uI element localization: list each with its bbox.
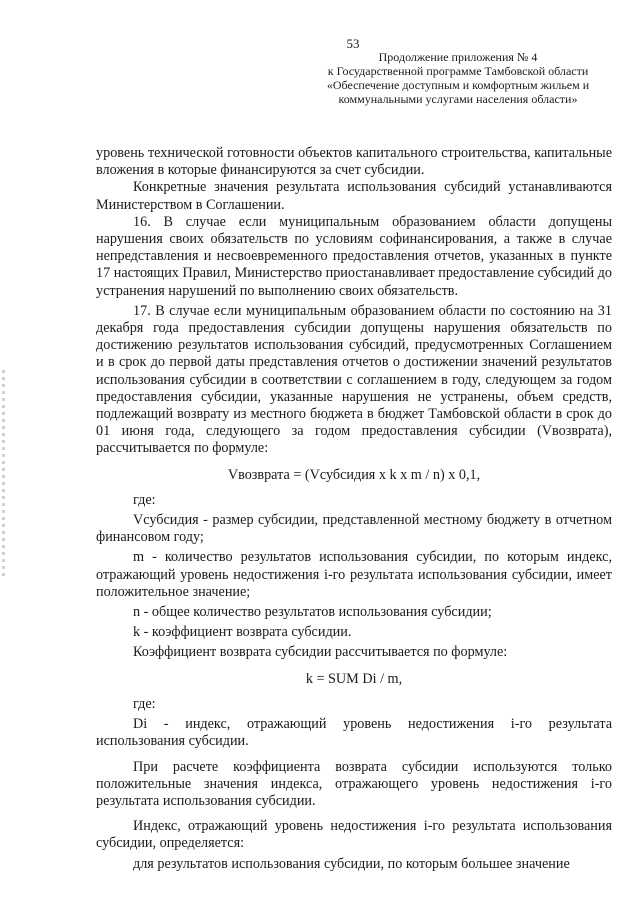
paragraph-result-values: Конкретные значения результата использования субсидий устанавливаются Министерством в Соглашении.: [96, 179, 612, 213]
paragraph-continuation: уровень технической готовности объектов капитального строительства, капитальные вложения в которые финансируются за счет субсидии.: [96, 145, 612, 179]
appendix-header: [308, 50, 608, 106]
page-number: 53: [346, 36, 360, 51]
definition-m: m - количество результатов использования субсидии, по которым индекс, отражающий уровень недостижения i-го результата использования субсидии, имеет положительное значение;: [96, 549, 612, 600]
document-body: [96, 145, 612, 873]
paragraph-17: 17. В случае если муниципальным образованием области по состоянию на 31 декабря года предоставления субсидии допущены нарушения обязательств по достижению результатов использования субсидий, предусмотренных Соглашением и в срок до первой даты представления отчетов о достижении значений результатов использования субсидии в соответствии с соглашением в году, следующем за годом предоставления субсидии, указанные нарушения не устранены, объем средств, подлежащий возврату из местного бюджета в бюджет Тамбовской области в срок до 01 июня года, следующего за годом предоставления субсидии (Vвозврата), рассчитывается по формуле:: [96, 302, 612, 457]
paragraph-coefficient: Коэффициент возврата субсидии рассчитывается по формуле:: [133, 644, 508, 661]
definition-di: Di - индекс, отражающий уровень недостижения i-го результата использования субсидии.: [96, 716, 612, 750]
paragraph-index-definition: Индекс, отражающий уровень недостижения i-го результата использования субсидии, определяется:: [96, 818, 612, 852]
paragraph-16: 16. В случае если муниципальным образованием области допущены нарушения своих обязательств по условиям софинансирования, а также в случае непредставления и несвоевременного предоставления отчетов, указанных в пункте 17 настоящих Правил, Министерство приостанавливает предоставление субсидий до устранения нарушений по выполнению своих обязательств.: [96, 213, 612, 299]
formula-coefficient: k = SUM Di / m,: [305, 670, 403, 687]
definition-v-subsidy: Vсубсидия - размер субсидии, представленной местному бюджету в отчетном финансовом году;: [96, 512, 612, 546]
scan-side-mark: [2, 370, 5, 580]
where-label: где:: [133, 695, 156, 712]
definition-n: n - общее количество результатов использования субсидии;: [133, 604, 492, 621]
paragraph-positive-values: При расчете коэффициента возврата субсидии используются только положительные значения индекса, отражающего уровень недостижения i-го результата использования субсидии.: [96, 758, 612, 809]
appendix-header-line: к Государственной программе Тамбовской области: [327, 64, 589, 78]
appendix-header-line: «Обеспечение доступным и комфортным жильем и: [326, 78, 590, 92]
appendix-header-line: Продолжение приложения № 4: [378, 50, 538, 64]
where-label: где:: [133, 491, 156, 508]
definition-k: k - коэффициент возврата субсидии.: [133, 624, 352, 641]
formula-return-volume: Vвозврата = (Vсубсидия x k x m / n) x 0,1,: [227, 466, 481, 483]
appendix-header-line: коммунальными услугами населения области»: [338, 92, 578, 106]
paragraph-results-larger-value: для результатов использования субсидии, по которым большее значение: [133, 855, 570, 872]
